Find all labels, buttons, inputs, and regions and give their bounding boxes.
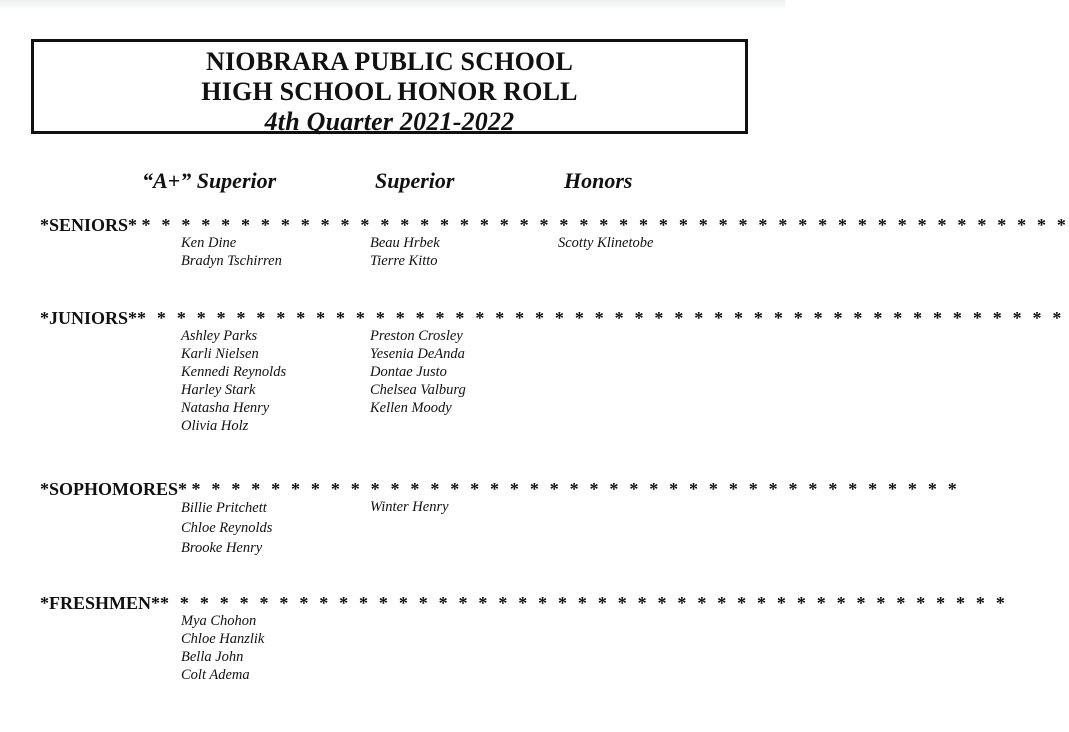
section-freshmen <box>40 592 1009 692</box>
a-plus-list <box>181 498 272 558</box>
page-top-shadow <box>0 0 785 10</box>
student-name: Harley Stark <box>181 382 256 398</box>
student-name: Chelsea Valburg <box>370 382 466 398</box>
student-name: Yesenia DeAnda <box>370 346 465 362</box>
star-divider: * * * * * * * * * * * * * * * * * * * * * * * * * * * * * * * * * * * * * * * * * * * * * * * <box>137 308 1065 328</box>
student-name: Natasha Henry <box>181 400 270 416</box>
section-label: *SENIORS* <box>40 215 138 235</box>
student-name: Mya Chohon <box>181 613 257 629</box>
column-header-a-plus-superior: “A+” Superior <box>142 168 277 193</box>
a-plus-list <box>181 327 286 435</box>
student-name: Beau Hrbek <box>370 235 440 251</box>
column-header-superior: Superior <box>375 168 455 193</box>
section-label: *JUNIORS* <box>40 308 138 328</box>
star-divider: * * * * * * * * * * * * * * * * * * * * * * * * * * * * * * * * * * * * * * * <box>191 479 960 499</box>
superior-list <box>370 498 449 516</box>
student-name: Billie Pritchett <box>181 500 267 516</box>
section-sophomores <box>40 478 960 568</box>
student-name: Kellen Moody <box>370 400 452 416</box>
star-divider: * * * * * * * * * * * * * * * * * * * * * * * * * * * * * * * * * * * * * * * * * * * <box>160 593 1009 613</box>
student-name: Colt Adema <box>181 667 250 683</box>
student-name: Scotty Klinetobe <box>558 235 654 251</box>
column-header-honors: Honors <box>564 168 633 193</box>
student-name: Olivia Holz <box>181 418 249 434</box>
student-name: Dontae Justo <box>370 364 447 380</box>
student-name: Chloe Reynolds <box>181 520 273 536</box>
title-box <box>31 39 748 134</box>
document-title: HIGH SCHOOL HONOR ROLL <box>201 77 578 106</box>
student-name: Karli Nielsen <box>181 346 259 362</box>
student-name: Ashley Parks <box>181 328 258 344</box>
section-seniors <box>40 214 1069 294</box>
section-heading <box>40 307 1065 329</box>
section-heading <box>40 478 960 500</box>
section-heading <box>40 592 1009 614</box>
superior-list <box>370 327 466 417</box>
student-name: Brooke Henry <box>181 540 263 556</box>
superior-list <box>370 234 440 270</box>
student-name: Ken Dine <box>181 235 237 251</box>
student-name: Tierre Kitto <box>370 253 438 269</box>
a-plus-list <box>181 234 282 270</box>
student-name: Chloe Hanzlik <box>181 631 265 647</box>
honors-list <box>558 234 653 252</box>
student-name: Winter Henry <box>370 499 449 515</box>
section-heading <box>40 214 1069 236</box>
student-name: Bradyn Tschirren <box>181 253 282 269</box>
school-name: NIOBRARA PUBLIC SCHOOL <box>205 47 574 76</box>
quarter-label: 4th Quarter 2021-2022 <box>264 107 515 136</box>
star-divider: * * * * * * * * * * * * * * * * * * * * * * * * * * * * * * * * * * * * * * * * * * * * * * * <box>141 215 1069 235</box>
student-name: Preston Crosley <box>370 328 463 344</box>
student-name: Kennedi Reynolds <box>181 364 287 380</box>
section-juniors <box>40 307 1065 447</box>
a-plus-list <box>181 612 264 684</box>
section-label: *FRESHMEN* <box>40 593 161 613</box>
student-name: Bella John <box>181 649 244 665</box>
section-label: *SOPHOMORES* <box>40 479 188 499</box>
